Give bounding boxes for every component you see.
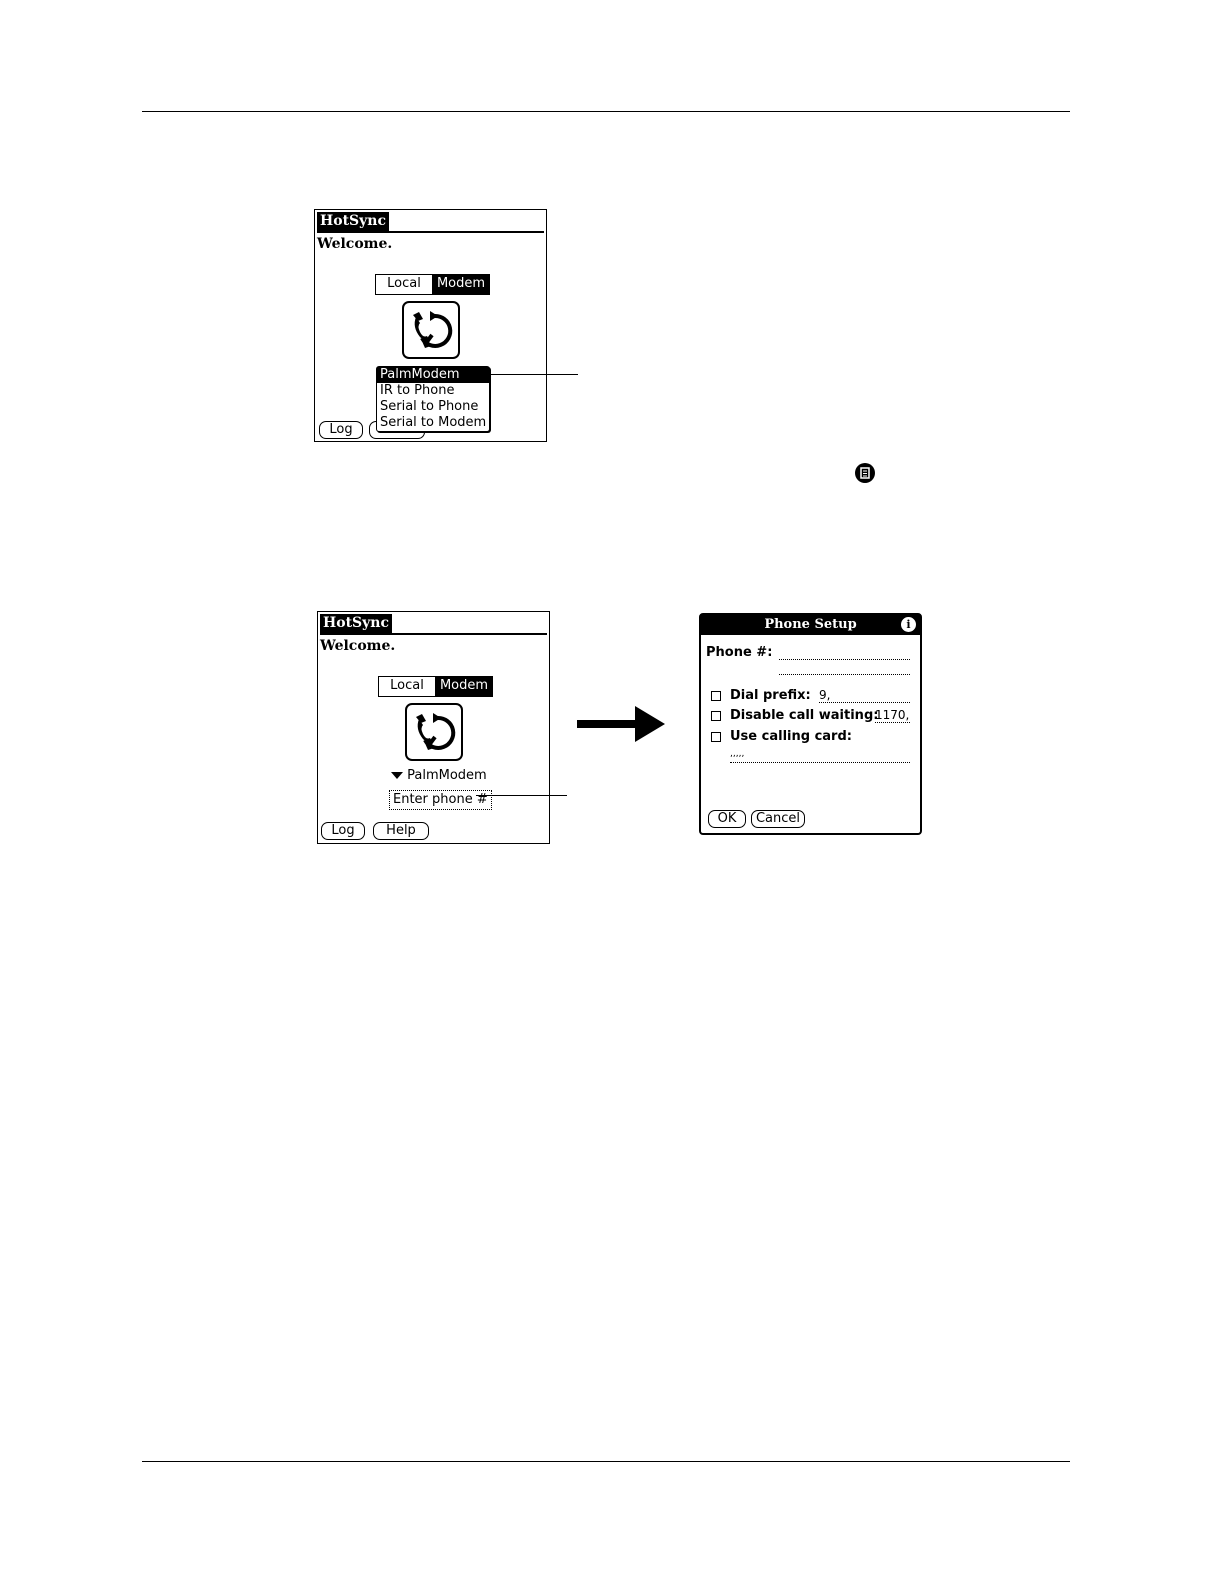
callout-line-1 (490, 374, 578, 375)
calling-card-value[interactable]: ,,,,, (730, 749, 745, 759)
disable-waiting-label: Disable call waiting: (730, 708, 879, 723)
ok-button[interactable]: OK (708, 810, 746, 828)
local-tab[interactable]: Local (376, 275, 433, 294)
disable-waiting-checkbox[interactable] (711, 711, 721, 721)
cancel-button[interactable]: Cancel (751, 810, 805, 828)
bottom-rule (142, 1461, 1070, 1462)
dial-prefix-label: Dial prefix: (730, 688, 811, 703)
hotsync-icon (407, 705, 461, 759)
phone-input-line-1[interactable] (779, 659, 910, 660)
hotsync-button[interactable] (402, 301, 460, 359)
phone-input-line-2[interactable] (779, 674, 910, 675)
dial-prefix-checkbox[interactable] (711, 691, 721, 701)
calling-card-label: Use calling card: (730, 729, 852, 744)
phone-setup-dialog (699, 613, 922, 835)
menu-icon (855, 463, 875, 483)
callout-line-2 (476, 795, 567, 796)
app-title: HotSync (320, 614, 392, 633)
hotsync-screen-modem (317, 611, 550, 844)
hotsync-button[interactable] (405, 703, 463, 761)
dial-prefix-field[interactable] (819, 702, 910, 703)
log-button[interactable]: Log (321, 822, 365, 840)
help-button[interactable]: Help (373, 822, 429, 840)
menu-item-ir-to-phone[interactable]: IR to Phone (380, 383, 455, 398)
dialog-title: Phone Setup (701, 615, 920, 635)
menu-item-palmmodem[interactable]: PalmModem (377, 367, 489, 383)
hotsync-screen-menu (314, 209, 547, 442)
info-icon[interactable]: i (901, 617, 916, 632)
calling-card-checkbox[interactable] (711, 732, 721, 742)
modem-picker-label: PalmModem (407, 768, 487, 783)
menu-item-serial-to-modem[interactable]: Serial to Modem (380, 415, 487, 430)
dial-prefix-value[interactable]: 9, (819, 688, 831, 702)
dropdown-arrow-icon (391, 772, 403, 780)
connection-selector (375, 274, 490, 295)
modem-tab[interactable]: Modem (433, 275, 489, 294)
local-tab[interactable]: Local (379, 677, 436, 696)
calling-card-field[interactable] (730, 762, 910, 763)
app-title: HotSync (317, 212, 389, 231)
modem-picker[interactable] (391, 768, 487, 783)
modem-tab[interactable]: Modem (436, 677, 492, 696)
title-underline (320, 633, 547, 635)
modem-dropdown-list (376, 366, 490, 432)
hotsync-icon (404, 303, 458, 357)
menu-item-serial-to-phone[interactable]: Serial to Phone (380, 399, 479, 414)
disable-waiting-value[interactable]: 1170, (875, 708, 910, 722)
connection-selector (378, 676, 493, 697)
phone-label: Phone #: (706, 645, 773, 660)
welcome-text: Welcome. (320, 638, 396, 654)
welcome-text: Welcome. (317, 236, 393, 252)
right-arrow-icon (577, 706, 665, 742)
log-button[interactable]: Log (319, 421, 363, 439)
top-rule (142, 111, 1070, 112)
title-underline (317, 231, 544, 233)
enter-phone-field[interactable]: Enter phone # (389, 790, 492, 810)
disable-waiting-field[interactable] (875, 722, 910, 723)
